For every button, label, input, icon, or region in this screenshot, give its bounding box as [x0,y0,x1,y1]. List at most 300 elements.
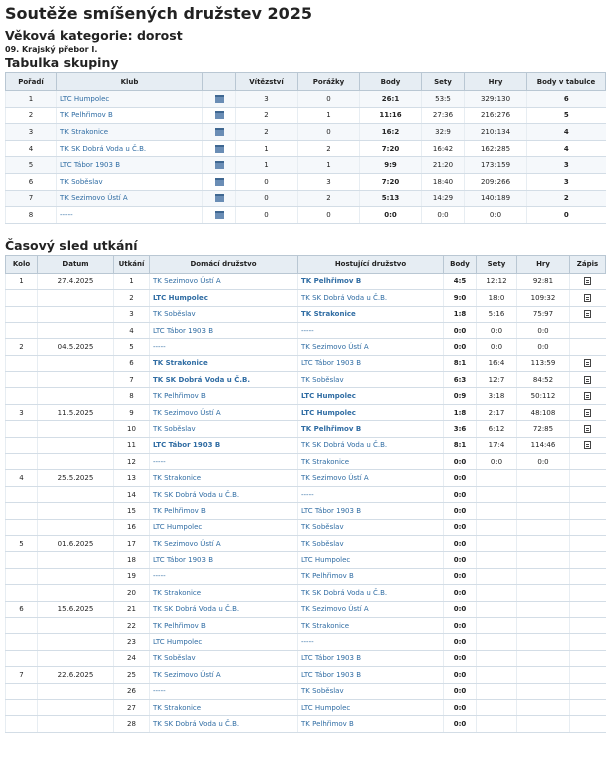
score-body-cell: 0:0 [444,699,477,715]
home-team-link[interactable]: LTC Humpolec [153,293,208,302]
match-row [6,667,606,683]
score-sets-cell: 16:4 [477,355,517,371]
match-number-cell: 28 [114,716,150,732]
score-games-cell: 113:59 [517,355,570,371]
score-games-cell [517,699,570,715]
score-body-cell: 1:8 [444,306,477,322]
league-name: 09. Krajský přebor I. [5,45,98,54]
score-games-cell: 0:0 [517,322,570,338]
score-games-cell [517,634,570,650]
games-cell: 209:266 [465,173,527,190]
away-team-link[interactable]: TK Pelhřimov B [301,719,354,728]
wins-cell: 0 [236,190,298,207]
club-cell [57,91,203,108]
standings-col-header: Body v tabulce [527,73,606,91]
score-games-cell [517,716,570,732]
away-team-link[interactable]: LTC Tábor 1903 B [301,670,361,679]
score-games-cell [517,667,570,683]
record-cell [570,470,606,486]
match-record-icon[interactable] [584,392,591,400]
team-icon-cell [203,190,236,207]
score-sets-cell [477,503,517,519]
record-cell [570,273,606,289]
home-team-link[interactable]: TK Pelhřimov B [153,392,206,401]
away-team-link[interactable]: TK Strakonice [301,310,356,319]
score-body-cell: 0:0 [444,519,477,535]
score-games-cell [517,601,570,617]
away-team-link[interactable]: TK Strakonice [301,621,350,630]
standings-col-header: Vítězství [236,73,298,91]
away-team-link[interactable]: ----- [301,490,314,499]
away-team-cell [298,404,444,420]
standings-col-header: Klub [57,73,203,91]
match-row [6,437,606,453]
match-record-icon[interactable] [584,409,591,417]
score-sets-cell: 12:12 [477,273,517,289]
losses-cell: 0 [298,124,360,141]
match-number-cell: 27 [114,699,150,715]
home-team-cell [150,454,298,470]
schedule-col-header: Kolo [6,255,38,273]
rank-cell: 2 [6,107,57,124]
club-link[interactable]: ----- [60,210,73,219]
away-team-link[interactable]: ----- [301,638,314,647]
home-team-link[interactable]: TK Strakonice [153,703,202,712]
club-cell [57,173,203,190]
score-games-cell [517,617,570,633]
match-record-icon[interactable] [584,294,591,302]
score-body-cell: 0:0 [444,552,477,568]
wins-cell: 3 [236,91,298,108]
away-team-cell [298,273,444,289]
away-team-link[interactable]: TK Soběslav [301,539,344,548]
score-games-cell: 48:108 [517,404,570,420]
date-cell [38,568,114,584]
club-link[interactable]: LTC Humpolec [60,94,110,103]
body-cell: 26:1 [360,91,422,108]
away-team-link[interactable]: LTC Humpolec [301,392,356,401]
round-cell [6,568,38,584]
score-body-cell: 4:5 [444,273,477,289]
away-team-cell [298,437,444,453]
round-cell [6,355,38,371]
score-games-cell [517,519,570,535]
home-team-link[interactable]: TK Sezimovo Ústí A [153,408,221,417]
away-team-cell [298,601,444,617]
away-team-cell [298,421,444,437]
score-games-cell [517,585,570,601]
schedule-col-header: Zápis [570,255,606,273]
away-team-cell [298,339,444,355]
games-cell: 140:189 [465,190,527,207]
home-team-link[interactable]: TK Soběslav [153,654,196,663]
points-cell: 0 [527,207,606,224]
away-team-cell [298,454,444,470]
match-number-cell: 20 [114,585,150,601]
club-link[interactable]: TK Strakonice [60,127,109,136]
score-body-cell: 0:0 [444,634,477,650]
losses-cell: 1 [298,107,360,124]
schedule-col-header: Sety [477,255,517,273]
home-team-link[interactable]: TK Soběslav [153,310,196,319]
match-number-cell: 11 [114,437,150,453]
away-team-cell [298,683,444,699]
score-sets-cell [477,519,517,535]
home-team-link[interactable]: TK Sezimovo Ústí A [153,539,221,548]
score-body-cell: 9:0 [444,290,477,306]
club-link[interactable]: LTC Tábor 1903 B [60,161,120,170]
score-sets-cell [477,568,517,584]
match-row [6,306,606,322]
points-cell: 5 [527,107,606,124]
match-row [6,716,606,732]
score-sets-cell [477,716,517,732]
away-team-link[interactable]: LTC Humpolec [301,703,351,712]
date-cell [38,290,114,306]
losses-cell: 3 [298,173,360,190]
match-number-cell: 21 [114,601,150,617]
match-number-cell: 10 [114,421,150,437]
home-team-link[interactable]: TK Sezimovo Ústí A [153,277,221,286]
score-sets-cell: 0:0 [477,339,517,355]
games-cell: 162:285 [465,140,527,157]
team-roster-icon[interactable] [215,128,224,136]
standings-col-header: Pořadí [6,73,57,91]
score-games-cell: 0:0 [517,339,570,355]
round-cell [6,634,38,650]
home-team-link[interactable]: TK Pelhřimov B [153,506,206,515]
record-cell [570,355,606,371]
home-team-link[interactable]: TK SK Dobrá Voda u Č.B. [153,490,240,499]
away-team-link[interactable]: LTC Tábor 1903 B [301,506,361,515]
away-team-link[interactable]: TK Pelhřimov B [301,572,354,581]
score-sets-cell: 5:16 [477,306,517,322]
match-record-icon[interactable] [584,441,591,449]
record-cell [570,536,606,552]
match-row [6,617,606,633]
match-row [6,273,606,289]
games-cell: 329:130 [465,91,527,108]
away-team-cell [298,585,444,601]
home-team-cell [150,273,298,289]
home-team-cell [150,372,298,388]
away-team-link[interactable]: TK Sezimovo Ústí A [301,343,369,351]
away-team-link[interactable]: TK Sezimovo Ústí A [301,474,369,483]
home-team-link[interactable]: ----- [153,687,166,696]
home-team-cell [150,667,298,683]
club-cell [57,107,203,124]
away-team-link[interactable]: TK Pelhřimov B [301,277,362,286]
home-team-cell [150,339,298,355]
score-body-cell: 0:0 [444,486,477,502]
home-team-cell [150,355,298,371]
date-cell [38,552,114,568]
score-sets-cell [477,699,517,715]
round-cell [6,372,38,388]
date-cell [38,388,114,404]
home-team-link[interactable]: LTC Humpolec [153,638,203,647]
match-number-cell: 8 [114,388,150,404]
record-cell [570,634,606,650]
match-row [6,699,606,715]
match-row [6,503,606,519]
home-team-link[interactable]: TK SK Dobrá Voda u Č.B. [153,605,240,614]
date-cell: 15.6.2025 [38,601,114,617]
away-team-link[interactable]: TK Strakonice [301,457,350,466]
score-sets-cell [477,617,517,633]
home-team-link[interactable]: ----- [153,343,166,351]
home-team-link[interactable]: TK Soběslav [153,424,196,433]
home-team-link[interactable]: TK Strakonice [153,474,202,483]
team-icon-cell [203,157,236,174]
schedule-col-header: Hostující družstvo [298,255,444,273]
standings-table [5,72,606,224]
standings-heading: Tabulka skupiny [5,55,119,70]
home-team-link[interactable]: LTC Tábor 1903 B [153,441,221,450]
home-team-link[interactable]: LTC Tábor 1903 B [153,556,213,565]
home-team-cell [150,290,298,306]
match-row [6,634,606,650]
match-row [6,355,606,371]
wins-cell: 1 [236,140,298,157]
score-body-cell: 0:0 [444,716,477,732]
match-number-cell: 2 [114,290,150,306]
team-roster-icon[interactable] [215,161,224,169]
team-roster-icon[interactable] [215,95,224,103]
score-sets-cell [477,536,517,552]
schedule-col-header: Hry [517,255,570,273]
score-sets-cell [477,585,517,601]
sets-cell: 21:20 [422,157,465,174]
date-cell [38,699,114,715]
score-sets-cell: 0:0 [477,454,517,470]
points-cell: 4 [527,124,606,141]
club-link[interactable]: TK Soběslav [60,177,103,186]
sets-cell: 32:9 [422,124,465,141]
match-row [6,585,606,601]
score-body-cell: 0:0 [444,683,477,699]
match-record-icon[interactable] [584,359,591,367]
home-team-cell [150,519,298,535]
score-games-cell: 72:85 [517,421,570,437]
points-cell: 3 [527,173,606,190]
round-cell [6,650,38,666]
home-team-cell [150,634,298,650]
away-team-link[interactable]: LTC Tábor 1903 B [301,654,361,663]
match-record-icon[interactable] [584,376,591,384]
home-team-link[interactable]: LTC Humpolec [153,523,203,532]
games-cell: 0:0 [465,207,527,224]
date-cell: 01.6.2025 [38,536,114,552]
away-team-link[interactable]: LTC Humpolec [301,556,351,565]
away-team-link[interactable]: TK Soběslav [301,375,344,384]
body-cell: 11:16 [360,107,422,124]
home-team-cell [150,536,298,552]
match-number-cell: 7 [114,372,150,388]
home-team-link[interactable]: TK SK Dobrá Voda u Č.B. [153,719,240,728]
team-roster-icon[interactable] [215,178,224,186]
club-link[interactable]: TK SK Dobrá Voda u Č.B. [60,144,147,153]
away-team-link[interactable]: TK Sezimovo Ústí A [301,605,369,614]
record-cell [570,699,606,715]
club-cell [57,124,203,141]
date-cell: 27.4.2025 [38,273,114,289]
record-cell [570,585,606,601]
match-number-cell: 9 [114,404,150,420]
away-team-link[interactable]: ----- [301,326,314,335]
home-team-link[interactable]: TK Strakonice [153,588,202,597]
home-team-cell [150,568,298,584]
club-link[interactable]: TK Pelhřimov B [60,111,113,120]
match-number-cell: 3 [114,306,150,322]
record-cell [570,552,606,568]
record-cell [570,306,606,322]
points-cell: 3 [527,157,606,174]
team-icon-cell [203,207,236,224]
away-team-cell [298,322,444,338]
score-sets-cell [477,667,517,683]
team-roster-icon[interactable] [215,111,224,119]
away-team-link[interactable]: TK SK Dobrá Voda u Č.B. [301,441,388,450]
away-team-link[interactable]: TK SK Dobrá Voda u Č.B. [301,293,388,302]
match-number-cell: 17 [114,536,150,552]
home-team-link[interactable]: LTC Tábor 1903 B [153,326,213,335]
match-number-cell: 1 [114,273,150,289]
score-games-cell: 50:112 [517,388,570,404]
standings-row [6,207,606,224]
score-sets-cell: 2:17 [477,404,517,420]
score-sets-cell [477,470,517,486]
games-cell: 210:134 [465,124,527,141]
standings-col-header: Hry [465,73,527,91]
date-cell [38,372,114,388]
home-team-link[interactable]: TK Pelhřimov B [153,621,206,630]
schedule-col-header: Utkání [114,255,150,273]
score-body-cell: 0:0 [444,667,477,683]
match-row [6,601,606,617]
score-sets-cell [477,634,517,650]
round-cell: 6 [6,601,38,617]
date-cell [38,355,114,371]
away-team-cell [298,667,444,683]
record-cell [570,683,606,699]
date-cell [38,519,114,535]
round-cell [6,699,38,715]
away-team-link[interactable]: TK SK Dobrá Voda u Č.B. [301,588,388,597]
home-team-cell [150,486,298,502]
round-cell [6,552,38,568]
score-sets-cell [477,650,517,666]
score-sets-cell: 12:7 [477,372,517,388]
standings-col-header: Body [360,73,422,91]
record-cell [570,339,606,355]
date-cell [38,437,114,453]
team-roster-icon[interactable] [215,211,224,219]
club-cell [57,140,203,157]
points-cell: 6 [527,91,606,108]
home-team-cell [150,322,298,338]
match-record-icon[interactable] [584,425,591,433]
schedule-heading: Časový sled utkání [5,237,138,253]
date-cell [38,454,114,470]
away-team-cell [298,306,444,322]
sets-cell: 18:40 [422,173,465,190]
match-row [6,372,606,388]
away-team-cell [298,470,444,486]
score-games-cell: 92:81 [517,273,570,289]
sets-cell: 53:5 [422,91,465,108]
record-cell [570,667,606,683]
away-team-link[interactable]: TK Pelhřimov B [301,424,362,433]
sets-cell: 0:0 [422,207,465,224]
round-cell [6,519,38,535]
record-cell [570,519,606,535]
round-cell [6,306,38,322]
home-team-cell [150,601,298,617]
team-roster-icon[interactable] [215,194,224,202]
team-roster-icon[interactable] [215,145,224,153]
record-cell [570,322,606,338]
team-icon-cell [203,173,236,190]
match-number-cell: 19 [114,568,150,584]
losses-cell: 2 [298,190,360,207]
schedule-table [5,255,606,733]
home-team-link[interactable]: TK Strakonice [153,359,208,368]
date-cell [38,716,114,732]
club-link[interactable]: TK Sezimovo Ústí A [60,194,128,203]
score-body-cell: 0:0 [444,601,477,617]
away-team-link[interactable]: TK Soběslav [301,687,344,696]
home-team-cell [150,437,298,453]
round-cell [6,437,38,453]
score-body-cell: 0:0 [444,454,477,470]
match-record-icon[interactable] [584,277,591,285]
date-cell [38,634,114,650]
score-sets-cell [477,683,517,699]
score-games-cell: 0:0 [517,454,570,470]
away-team-link[interactable]: TK Soběslav [301,523,344,532]
rank-cell: 7 [6,190,57,207]
round-cell: 2 [6,339,38,355]
wins-cell: 1 [236,157,298,174]
schedule-col-header: Domácí družstvo [150,255,298,273]
match-number-cell: 23 [114,634,150,650]
home-team-link[interactable]: ----- [153,457,166,466]
record-cell [570,568,606,584]
away-team-cell [298,503,444,519]
score-games-cell [517,536,570,552]
score-body-cell: 6:3 [444,372,477,388]
away-team-link[interactable]: LTC Humpolec [301,408,356,417]
round-cell [6,322,38,338]
schedule-col-header: Body [444,255,477,273]
losses-cell: 2 [298,140,360,157]
record-cell [570,650,606,666]
match-number-cell: 25 [114,667,150,683]
home-team-link[interactable]: TK Sezimovo Ústí A [153,670,221,679]
round-cell [6,388,38,404]
round-cell [6,716,38,732]
home-team-link[interactable]: ----- [153,572,166,581]
home-team-link[interactable]: TK SK Dobrá Voda u Č.B. [153,375,251,384]
round-cell [6,503,38,519]
away-team-link[interactable]: LTC Tábor 1903 B [301,359,361,368]
home-team-cell [150,617,298,633]
match-record-icon[interactable] [584,310,591,318]
score-games-cell [517,552,570,568]
score-body-cell: 0:9 [444,388,477,404]
score-sets-cell [477,552,517,568]
